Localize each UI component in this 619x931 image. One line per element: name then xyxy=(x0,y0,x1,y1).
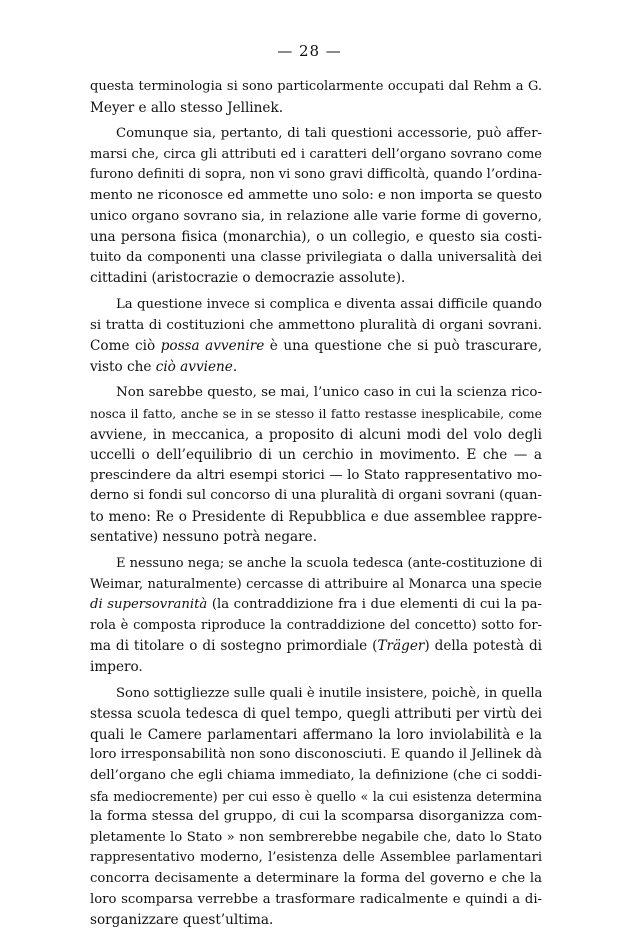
italic-text: Träger xyxy=(377,638,425,655)
text-line: furono definiti di sopra, non vi sono gravi difficoltà, quando l’ordina- xyxy=(90,167,542,183)
text-line: cittadini (aristocrazie o democrazie assolute). xyxy=(90,270,406,287)
text-line: rappresentativo moderno, l’esistenza delle Assemblee parlamentari xyxy=(90,850,542,866)
text-line: rola è composta riproduce la contraddizione del concetto) sotto for- xyxy=(90,617,542,633)
text-line: prescindere da altri esempi storici — lo Stato rappresentativo mo- xyxy=(90,467,542,483)
paragraph xyxy=(90,124,542,289)
italic-text: ciò avviene xyxy=(155,358,233,375)
text-line: sorganizzare quest’ultima. xyxy=(90,912,274,929)
text-line: quali le Camere parlamentari affermano la loro inviolabilità e la xyxy=(90,726,542,743)
text-line: impero. xyxy=(90,659,143,676)
text-line: E nessuno nega; se anche la scuola tedesca (ante-costituzione di xyxy=(116,556,543,572)
text-line: stessa scuola tedesca di quel tempo, quegli attributi per virtù dei xyxy=(90,706,542,723)
text-line: Come ciò possa avvenire è una questione che si può trascurare, xyxy=(90,338,543,355)
text-line: concorra decisamente a determinare la forma del governo e che la xyxy=(90,870,542,886)
text-line: Comunque sia, pertanto, di tali questioni accessorie, può affer- xyxy=(116,126,542,142)
italic-text: possa avvenire xyxy=(160,338,265,355)
text-line: ma di titolare o di sostegno primordiale (Träger) della potestà di xyxy=(90,638,542,655)
text-line: pletamente lo Stato » non sembrerebbe negabile che, dato lo Stato xyxy=(90,829,542,845)
text-line: tuito da componenti una classe privilegiata o dalla universalità dei xyxy=(90,249,542,265)
text-line: Non sarebbe questo, se mai, l’unico caso in cui la scienza rico- xyxy=(116,385,542,401)
paragraph xyxy=(90,554,542,678)
text-line: dell’organo che egli chiama immediato, la definizione (che ci soddi- xyxy=(90,768,542,783)
text-line: marsi che, circa gli attributi ed i caratteri dell’organo sovrano come xyxy=(90,146,542,162)
paragraph xyxy=(90,77,542,118)
text-line: sentative) nessuno potrà negare. xyxy=(90,529,318,546)
text-line: loro irresponsabilità non sono disconosciuti. E quando il Jellinek dà xyxy=(90,747,542,763)
text-line: loro scomparsa verrebbe a trasformare radicalmente e quindi a di- xyxy=(90,891,542,907)
text-line: di supersovranità (la contraddizione fra i due elementi di cui la pa- xyxy=(90,597,542,613)
text-line: avviene, in meccanica, a proposito di alcuni modi del volo degli xyxy=(90,426,542,443)
text-line: una persona fisica (monarchia), o un collegio, e questo sia costi- xyxy=(90,229,542,246)
paragraph xyxy=(90,383,542,548)
paragraph xyxy=(90,684,542,931)
text-line: Weimar, naturalmente) cercasse di attribuire al Monarca una specie xyxy=(90,576,542,592)
page-number: — 28 — xyxy=(277,42,342,60)
text-line: unico organo sovrano sia, in relazione alle varie forme di governo, xyxy=(90,208,542,224)
text-line: La questione invece si complica e diventa assai difficile quando xyxy=(116,296,542,312)
italic-text: di supersovranità xyxy=(90,597,208,613)
text-line: derno si fondi sul concorso di una pluralità di organi sovrani (quan- xyxy=(90,488,542,504)
text-line: to meno: Re o Presidente di Repubblica e due assemblee rappre- xyxy=(90,508,542,525)
text-line: questa terminologia si sono particolarmente occupati dal Rehm a G. xyxy=(90,79,542,94)
text-line: sfa mediocremente) per cui esso è quello « la cui esistenza determina xyxy=(90,788,542,804)
paragraph xyxy=(90,295,542,377)
body-text xyxy=(90,77,542,931)
text-line: si tratta di costituzioni che ammettono pluralità di organi sovrani. xyxy=(90,317,542,333)
text-line: la forma stessa del gruppo, di cui la scomparsa disorganizza com- xyxy=(90,809,542,825)
text-line: uccelli o dell’equilibrio di un cerchio in movimento. E che — a xyxy=(90,447,542,464)
text-line: mento ne riconosce ed ammette uno solo: e non importa se questo xyxy=(90,187,542,203)
text-line: visto che ciò avviene. xyxy=(90,358,238,375)
text-line: nosca il fatto, anche se in se stesso il fatto restasse inesplicabile, come xyxy=(90,405,542,421)
text-line: Meyer e allo stesso Jellinek. xyxy=(90,99,284,116)
text-line: Sono sottigliezze sulle quali è inutile insistere, poichè, in quella xyxy=(116,685,543,701)
